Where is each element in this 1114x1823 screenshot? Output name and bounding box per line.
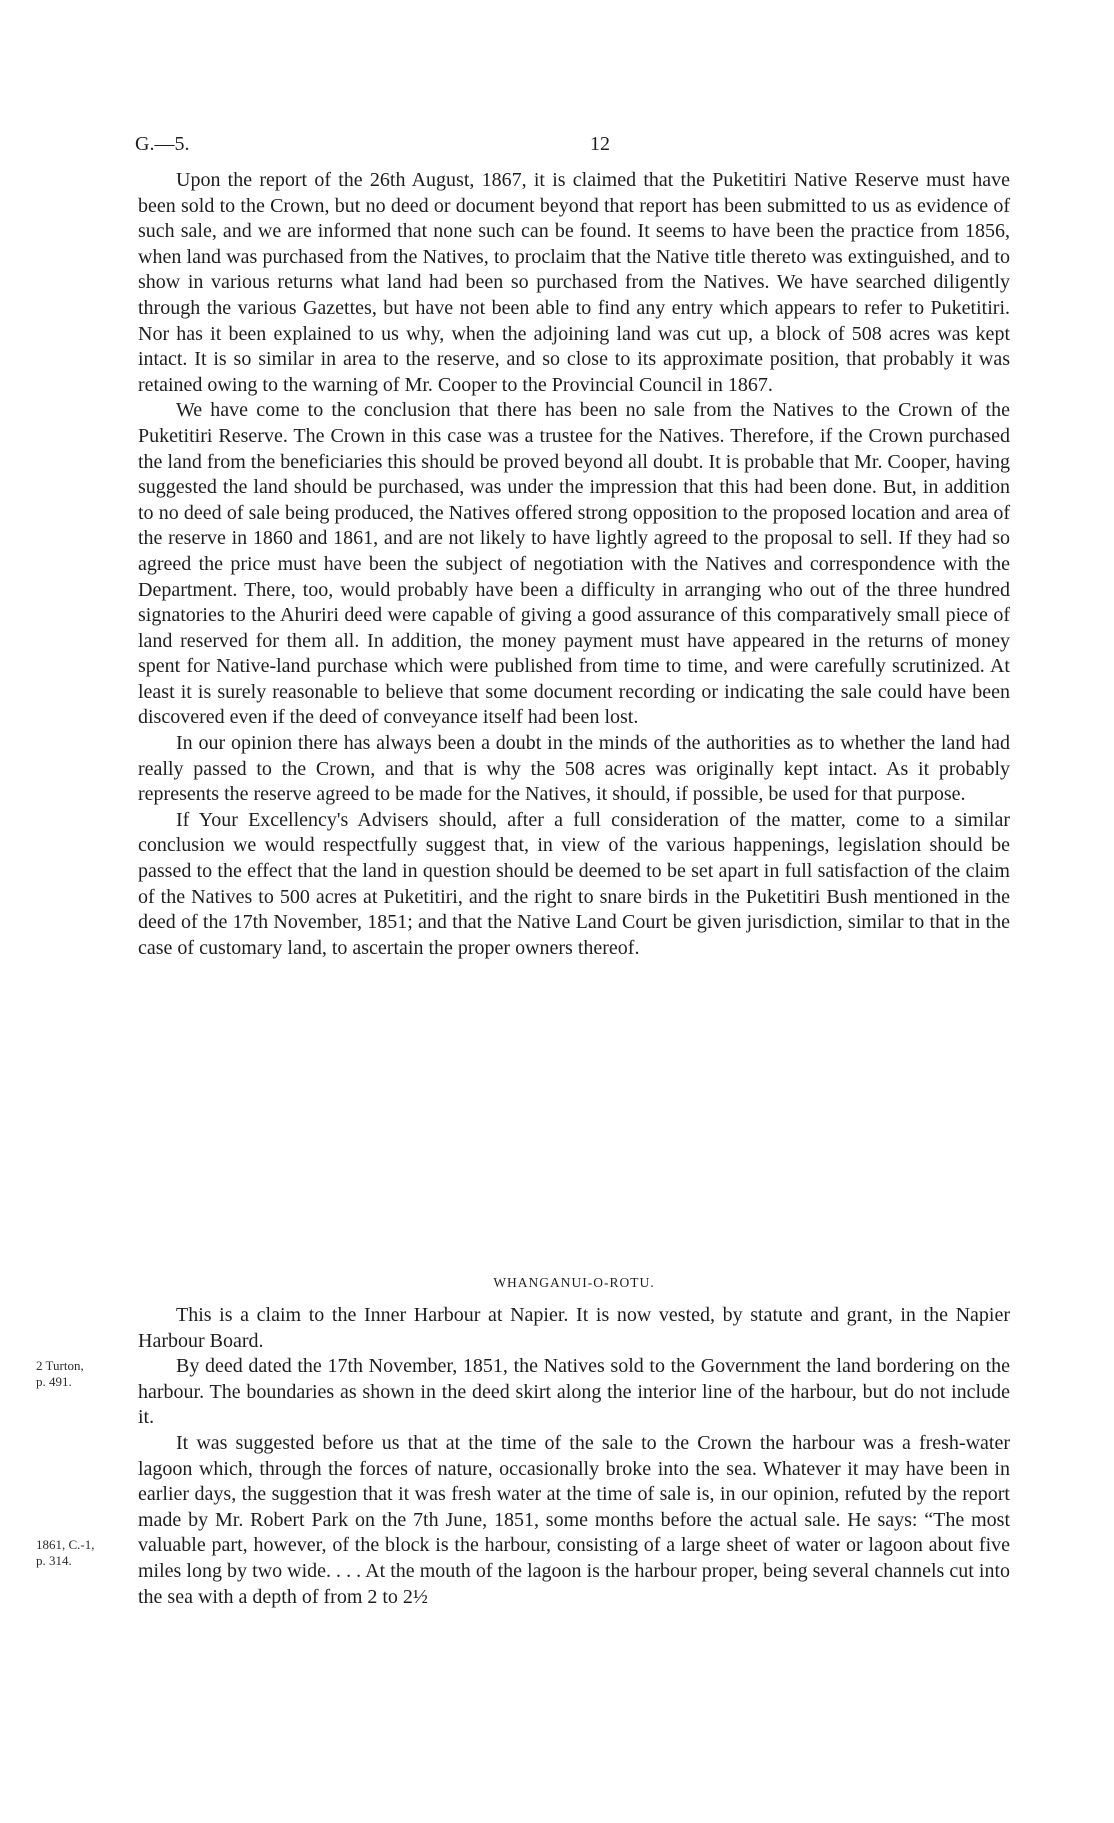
- paragraph: In our opinion there has always been a doubt in the minds of the authorities as to whether the land had really passed to the Crown, and that is why the 508 acres was originally kept intact. As it probably represents the reserve agreed to be made for the Natives, it should, if possible, be used for that purpose.: [138, 732, 1010, 806]
- margin-note-line: p. 314.: [36, 1553, 72, 1568]
- paragraph: We have come to the conclusion that there has been no sale from the Natives to the Crown of the Puketitiri Reserve. The Crown in this case was a trustee for the Natives. Therefore, if the Crown purchased the land from the beneficiaries this should be proved beyond all doubt. It is probable that Mr. Cooper, having suggested the land should be purchased, was under the impression that this had been done. But, in addition to no deed of sale being produced, the Natives offered strong opposition to the proposed location and area of the reserve in 1860 and 1861, and are not likely to have lightly agreed to the proposal to sell. If they had so agreed the price must have been the subject of negotiation with the Natives and correspondence with the Department. There, too, would probably have been a difficulty in arranging who out of the three hundred signatories to the Ahuriri deed were capable of giving a good assurance of this comparatively small piece of land reserved for them all. In addition, the money payment must have appeared in the returns of money spent for Native-land purchase which were published from time to time, and were carefully scrutinized. At least it is surely reasonable to believe that some document recording or indicating the sale could have been discovered even if the deed of conveyance itself had been lost.: [138, 399, 1010, 729]
- paragraph: It was suggested before us that at the time of the sale to the Crown the harbour was a fresh-water lagoon which, through the forces of nature, occasionally broke into the sea. Whatever it may have been in earlier days, the suggestion that it was fresh water at the time of sale is, in our opinion, refuted by the report made by Mr. Robert Park on the 7th June, 1851, some months before the actual sale. He says: “The most valuable part, however, of the block is the harbour, consisting of a large sheet of water or lagoon about five miles long by two wide. . . . At the mouth of the lagoon is the harbour proper, being several channels cut into the sea with a depth of from 2 to 2½: [138, 1431, 1010, 1608]
- paragraph: This is a claim to the Inner Harbour at Napier. It is now vested, by statute and grant, in the Napier Harbour Board.: [138, 1304, 1010, 1352]
- paragraph: By deed dated the 17th November, 1851, the Natives sold to the Government the land bordering on the harbour. The boundaries as shown in the deed skirt along the interior line of the harbour, but do not include it.: [138, 1355, 1010, 1429]
- puketitiri-section-text: [138, 168, 1010, 961]
- whanganui-o-rotu-section-text: [138, 1303, 1010, 1610]
- margin-note-1861: [36, 1537, 132, 1569]
- page-header: [135, 133, 1015, 159]
- section-heading: WHANGANUI-O-ROTU.: [493, 1275, 655, 1290]
- paragraph: If Your Excellency's Advisers should, after a full consideration of the matter, come to a similar conclusion we would respectfully suggest that, in view of the various happenings, legislation should be passed to the effect that the land in question should be deemed to be set apart in full satisfaction of the claim of the Natives to 500 acres at Puketitiri, and the right to snare birds in the Puketitiri Bush mentioned in the deed of the 17th November, 1851; and that the Native Land Court be given jurisdiction, similar to that in the case of customary land, to ascertain the proper owners thereof.: [138, 808, 1010, 959]
- paragraph: Upon the report of the 26th August, 1867, it is claimed that the Puketitiri Native Reserve must have been sold to the Crown, but no deed or document beyond that report has been submitted to us as evidence of such sale, and we are informed that none such can be found. It seems to have been the practice from 1856, when land was purchased from the Natives, to proclaim that the Native title thereto was extinguished, and to show in various returns what land had been so purchased from the Natives. We have searched diligently through the various Gazettes, but have not been able to find any entry which appears to refer to Puketitiri. Nor has it been explained to us why, when the adjoining land was cut up, a block of 508 acres was kept intact. It is so similar in area to the reserve, and so close to its approximate position, that probably it was retained owing to the warning of Mr. Cooper to the Provincial Council in 1867.: [138, 169, 1010, 396]
- margin-note-turton: [36, 1358, 132, 1390]
- margin-note-line: 1861, C.-1,: [36, 1537, 95, 1552]
- margin-note-line: 2 Turton,: [36, 1358, 84, 1373]
- page-number: 12: [590, 133, 610, 155]
- margin-note-line: p. 491.: [36, 1374, 72, 1389]
- document-code: G.—5.: [135, 133, 190, 155]
